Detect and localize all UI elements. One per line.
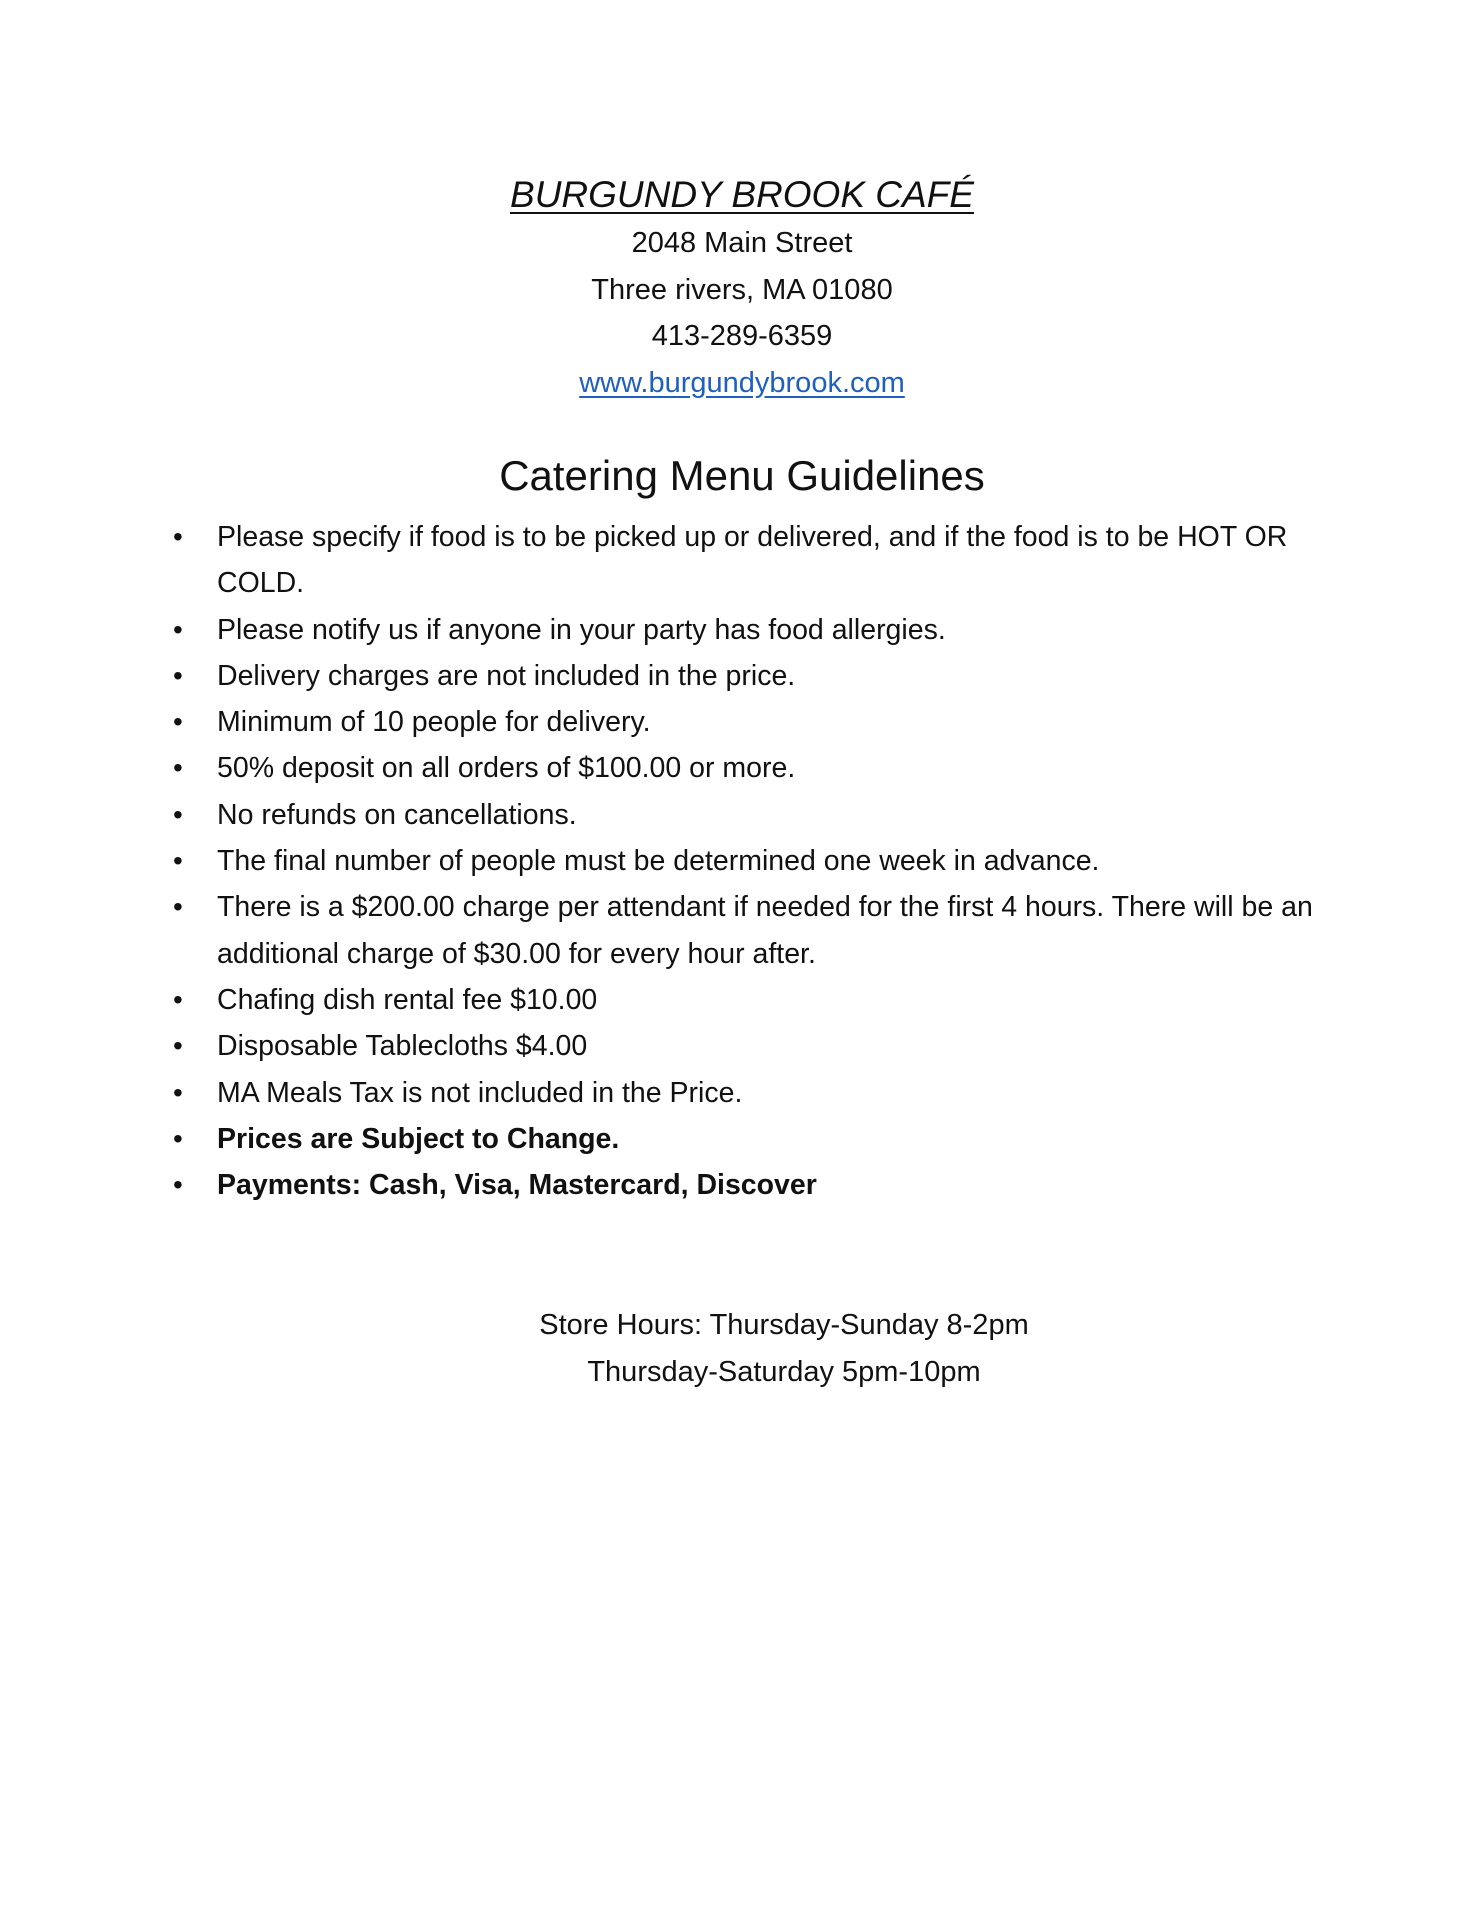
bullet-icon: • [173,659,183,691]
store-hours-line-1: Store Hours: Thursday-Sunday 8-2pm [539,1309,1029,1341]
store-hours [0,1302,1484,1396]
bullet-icon: • [173,1030,183,1062]
bullet-icon: • [173,613,183,645]
bullet-icon: • [173,798,183,830]
list-item-text: Chafing dish rental fee $10.00 [217,983,598,1016]
list-item-text: No refunds on cancellations. [217,798,577,831]
list-item-text: There is a $200.00 charge per attendant if needed for the first 4 hours. There will be an additional charge of $30.00 for every hour after. [217,891,1313,970]
list-item [0,792,1484,838]
phone-number: 413-289-6359 [651,320,833,352]
bullet-icon: • [173,1169,183,1201]
website-link[interactable]: www.burgundybrook.com [579,366,905,399]
street-address: 2048 Main Street [631,227,853,259]
page-title: Catering Menu Guidelines [499,452,985,499]
guidelines-list [0,514,1484,1208]
store-hours-line-2: Thursday-Saturday 5pm-10pm [587,1356,981,1388]
list-item [0,745,1484,791]
list-item [0,1162,1484,1208]
city-address: Three rivers, MA 01080 [591,273,893,306]
list-item-text: Prices are Subject to Change. [217,1122,620,1155]
bullet-icon: • [173,1076,183,1108]
list-item-text: Payments: Cash, Visa, Mastercard, Discover [217,1169,817,1202]
list-item-text: Minimum of 10 people for delivery. [217,706,651,739]
list-item [0,607,1484,653]
list-item [0,838,1484,884]
list-item [0,884,1484,977]
bullet-icon: • [173,706,183,738]
cafe-header [0,170,1484,406]
list-item-text: The final number of people must be determined one week in advance. [217,845,1100,878]
list-item-text: 50% deposit on all orders of $100.00 or more. [217,752,796,785]
cafe-name: BURGUNDY BROOK CAFÉ [510,174,974,215]
bullet-icon: • [173,891,183,923]
list-item [0,977,1484,1023]
list-item [0,1070,1484,1116]
bullet-icon: • [173,521,183,552]
bullet-icon: • [173,1122,183,1154]
list-item [0,1023,1484,1069]
bullet-icon: • [173,983,183,1015]
list-item-text: Please specify if food is to be picked up or delivered, and if the food is to be HOT OR COLD. [217,521,1288,600]
list-item-text: MA Meals Tax is not included in the Price. [217,1076,743,1109]
list-item-text: Disposable Tablecloths $4.00 [217,1030,588,1063]
list-item [0,1116,1484,1162]
list-item [0,653,1484,699]
list-item-text: Delivery charges are not included in the price. [217,659,796,692]
list-item [0,699,1484,745]
list-item-text: Please notify us if anyone in your party has food allergies. [217,613,946,646]
bullet-icon: • [173,845,183,877]
bullet-icon: • [173,752,183,784]
list-item [0,514,1484,607]
